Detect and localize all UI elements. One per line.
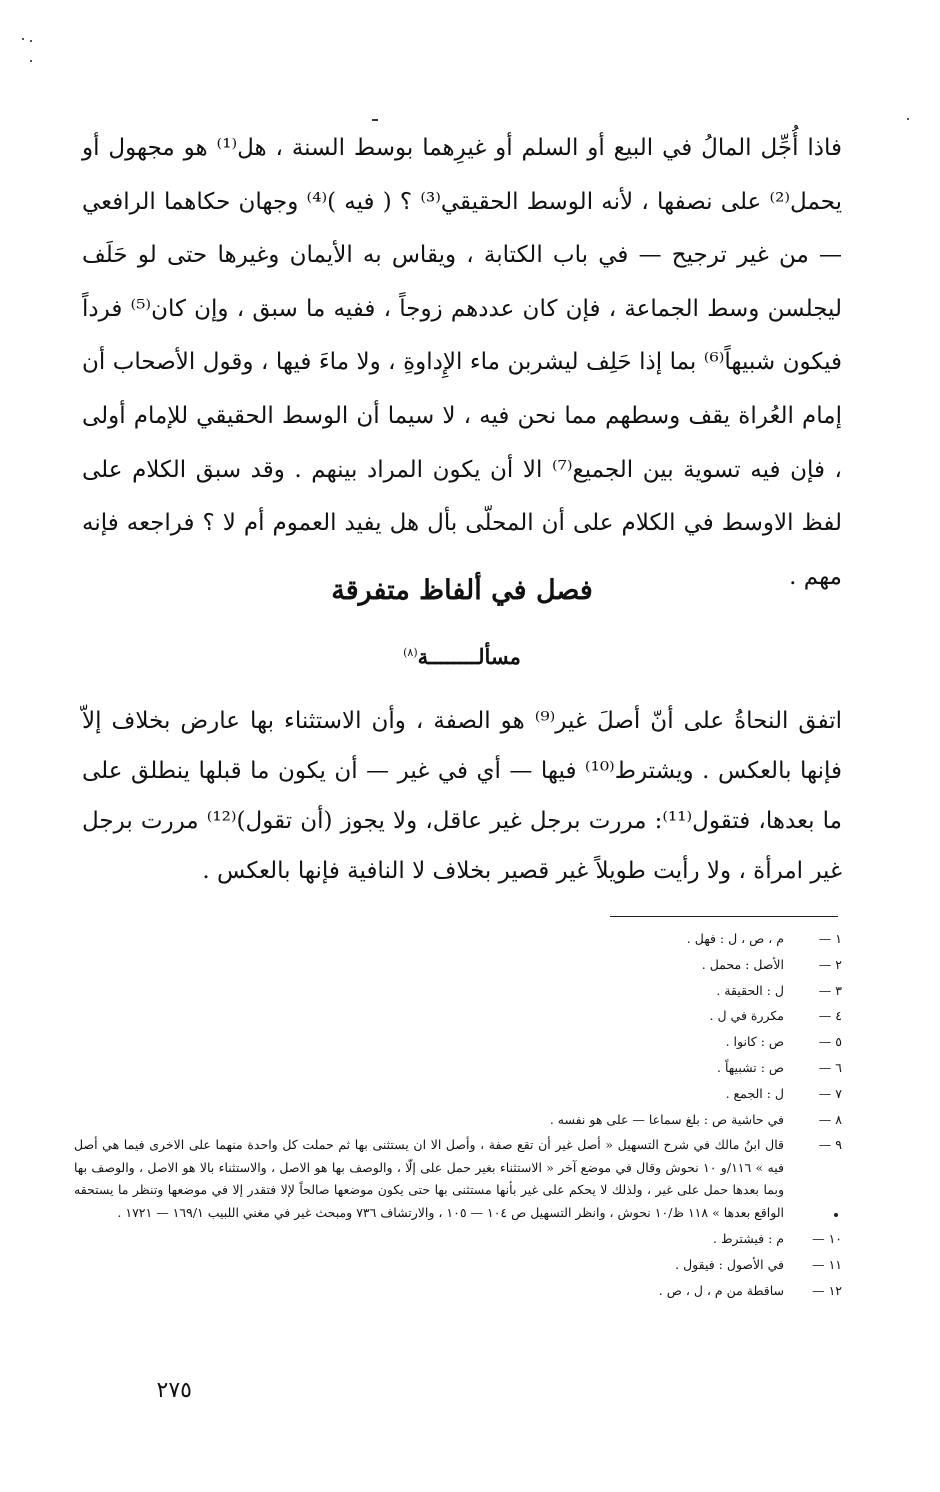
footnote-text: ساقطة من م ، ل ، ص .: [658, 1282, 784, 1298]
footnote-number: ١١ —: [812, 1257, 842, 1273]
footnote-number: ٤ —: [818, 1008, 842, 1024]
footnote-number: ٧ —: [818, 1085, 842, 1101]
footnote: [74, 1081, 848, 1107]
footnote: [74, 978, 848, 1004]
scan-mark: [22, 38, 24, 40]
footnote-text: ل : الحقيقة .: [716, 982, 784, 998]
footnote-text: ص : كانوا .: [725, 1034, 784, 1050]
scan-mark: [30, 60, 32, 62]
footnote-divider: [610, 916, 838, 917]
footnote-number: ٥ —: [818, 1034, 842, 1050]
footnotes: [74, 926, 848, 1304]
footnote: [74, 1029, 848, 1055]
footnote-text: قال ابنُ مالك في شرح التسهيل « أصل غير أن تقع صفة ، وأصل الا ان يستثنى بها ثم حملت كل واحدة منهما على الاخرى فيما هي أصل فيه » ١١٦/و ١٠ نحوش وقال في موضع آخر « الاستثناء بغير حمل على إلّا ، والوصف بها هو الاصل ، والاستثناء بالا هو الاصل ، والوصف بها وبما بعدها حمل على غير ، ولذلك لا يحكم على غير بأنها مستثنى بها حتى يكون موضعها صالحاً لإلا فتقدر إلا في موضعها وتنظر ما يستحقه الواقع بعدها » ١١٨ ظ/١٠ نحوش ، وانظر التسهيل ص ١٠٤ — ١٠٥ ، والارتشاف ٧٣٦ ومبحث غير في مغني اللبيب ١٦٩/١ — ١٧٢١ .: [74, 1137, 784, 1220]
footnote-number: ٨ —: [818, 1111, 842, 1127]
footnote-text: مكررة في ل .: [709, 1008, 784, 1024]
footnote-text: في الأصول : فيقول .: [675, 1257, 784, 1273]
footnote-number: ١٠ —: [812, 1231, 842, 1247]
scan-mark: [372, 119, 378, 121]
footnote-text: م ، ص ، ل : فهل .: [686, 931, 784, 946]
footnote: [74, 1278, 848, 1304]
scan-mark: [30, 40, 32, 42]
footnote-text: في حاشية ص : بلغ سماعا — على هو نفسه .: [549, 1111, 784, 1127]
footnote: [74, 952, 848, 978]
footnote: [74, 1107, 848, 1133]
issue-heading-text: مسألــــــــة: [417, 644, 521, 669]
footnote-ref: (٨): [403, 646, 418, 659]
scan-mark: [907, 118, 909, 120]
footnote-text: ص : تشبيهاً .: [717, 1059, 784, 1075]
second-paragraph: [82, 696, 842, 896]
footnote: [74, 1132, 848, 1226]
footnote-text: ل : الجمع .: [725, 1085, 784, 1101]
main-paragraph: [82, 122, 842, 604]
footnote: [74, 1252, 848, 1278]
paragraph-text: اتفق النحاةُ على أنّ أصلَ غير⁽⁹⁾ هو الصفة ، وأن الاستثناء بها عارض بخلاف إلاّ فإنها بالعكس . ويشترط⁽¹⁰⁾ فيها — أي في غير — أن يكون ما قبلها ينطلق على ما بعدها، فتقول⁽¹¹⁾: مررت برجل غير عاقل، ولا يجوز (أن تقول)⁽¹²⁾ مررت برجل غير امرأة ، ولا رأيت طويلاً غير قصير بخلاف لا النافية فإنها بالعكس .: [82, 708, 842, 884]
footnote-number: ٦ —: [818, 1059, 842, 1075]
section-title: فصل في ألفاظ متفرقة: [331, 575, 593, 606]
page-number: ٢٧٥: [156, 1378, 192, 1403]
footnote-text: م : فيشترط .: [713, 1231, 784, 1247]
footnote: [74, 1226, 848, 1252]
issue-heading: [82, 644, 842, 669]
footnote-text: الأصل : محمل .: [701, 956, 784, 972]
footnote-number: ٣ —: [818, 982, 842, 998]
footnote: [74, 1055, 848, 1081]
paragraph-text: فاذا أُجِّل المالُ في البيع أو السلم أو غيرِهما بوسط السنة ، هل⁽¹⁾ هو مجهول أو يحمل⁽²⁾ على نصفها ، لأنه الوسط الحقيقي⁽³⁾ ؟ ( فيه )⁽⁴⁾ وجهان حكاهما الرافعي — من غير ترجيح — في باب الكتابة ، ويقاس به الأيمان وغيرها حتى لو حَلَف ليجلسن وسط الجماعة ، فإن كان عددهم زوجاً ، ففيه ما سبق ، وإن كان⁽⁵⁾ فرداً فيكون شبيهاً⁽⁶⁾ بما إذا حَلِف ليشربن ماء الإِداوةِ ، ولا ماءَ فيها ، وقول الأصحاب أن إمام العُراة يقف وسطهم مما نحن فيه ، لا سيما أن الوسط الحقيقي للإمام أولى ، فإن فيه تسوية بين الجميع⁽⁷⁾ الا أن يكون المراد بينهم . وقد سبق الكلام على لفظ الاوسط في الكلام على أن المحلّى بأل هل يفيد العموم أم لا ؟ فراجعه فإنه مهم .: [82, 135, 842, 590]
footnote: [74, 1003, 848, 1029]
footnote-number: ١ —: [818, 931, 842, 946]
footnote-number: ٩ —: [818, 1137, 842, 1153]
footnote: [74, 926, 848, 952]
footnote-number: ١٢ —: [812, 1282, 842, 1298]
margin-dot: [834, 1213, 838, 1217]
footnote-number: ٢ —: [818, 956, 842, 972]
